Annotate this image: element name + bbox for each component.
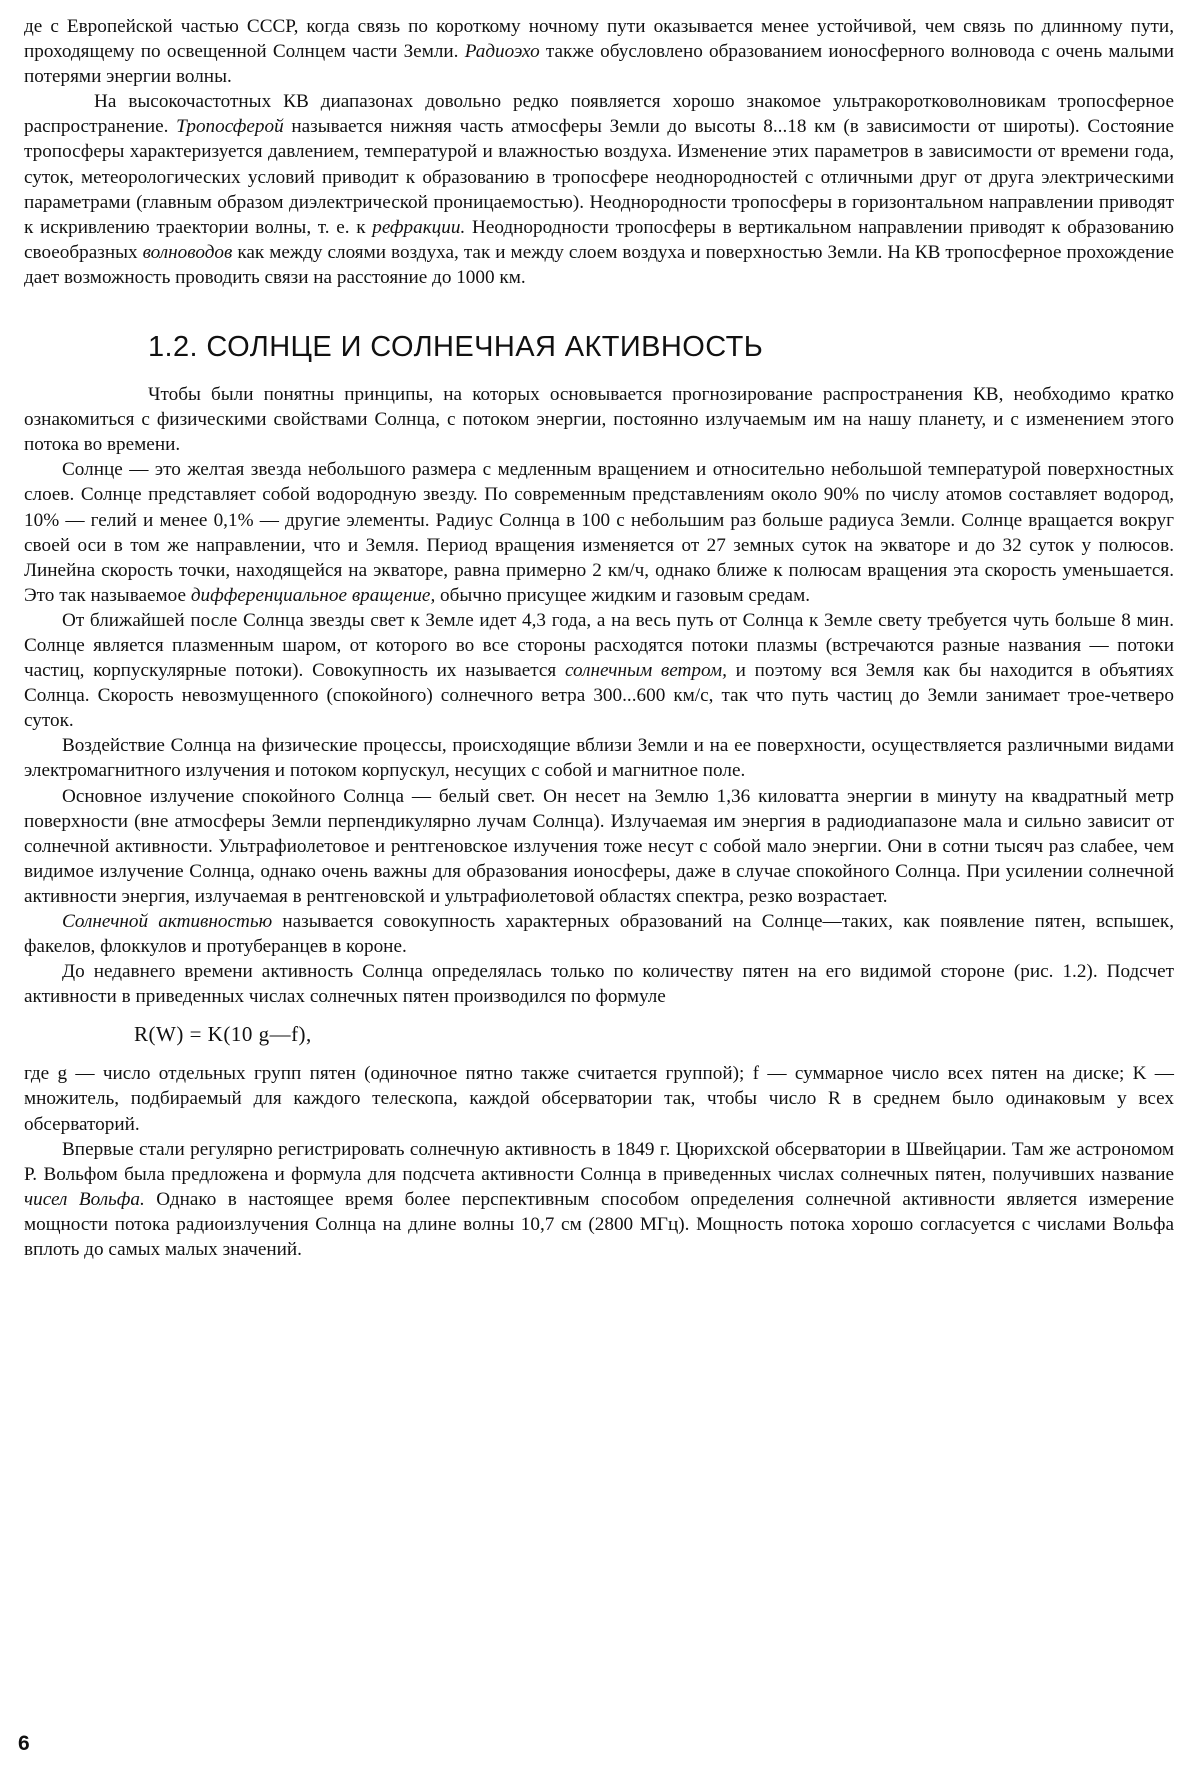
paragraph-troposphere: На высокочастотных КВ диапазонах довольно редко появляется хорошо знакомое ультракоротковолновикам тропосферное распространение. Тропосферой называется нижняя часть атмосферы Земли до высоты 8...18 км (в зависимости от широты). Состояние тропосферы характеризуется давлением, температурой и влажностью воздуха. Изменение этих параметров в зависимости от времени года, суток, метеорологических условий приводит к образованию в тропосфере неоднородностей с отличными друг от друга электрическими параметрами (главным образом диэлектрической проницаемостью). Неоднородности тропосферы в горизонтальном направлении приводят к искривлению траектории волны, т. е. к рефракции. Неоднородности тропосферы в вертикальном направлении приводят к образованию своеобразных волноводов как между слоями воздуха, так и между слоем воздуха и поверхностью Земли. На КВ тропосферное прохождение дает возможность проводить связи на расстояние до 1000 км. [24, 91, 1175, 288]
paragraph-solar-activity: Солнечной активностью называется совокупность характерных образований на Солнце—таких, как появление пятен, вспышек, факелов, флоккулов и протуберанцев в короне. [24, 911, 1174, 958]
section-title: 1.2. СОЛНЦЕ И СОЛНЕЧНАЯ АКТИВНОСТЬ [148, 331, 764, 364]
paragraph-continuation: де с Европейской частью СССР, когда связь по короткому ночному пути оказывается менее устойчивой, чем связь по длинному пути, проходящему по освещенной Солнцем части Земли. Радиоэхо также обусловлено образованием ионосферного волновода с очень малыми потерями энергии волны. [24, 16, 1174, 88]
term-troposphere: Тропосферой [176, 116, 284, 138]
paragraph-radiation: Основное излучение спокойного Солнца — белый свет. Он несет на Землю 1,36 киловатта энергии в минуту на квадратный метр поверхности (вне атмосферы Земли перпендикулярно лучам Солнца). Излучаемая им энергия в радиодиапазоне мала и сильно зависит от солнечной активности. Ультрафиолетовое и рентгеновское излучения тоже несут с собой мало энергии. Они в сотни тысяч раз слабее, чем видимое излучение Солнца, однако очень важны для образования ионосферы, даже в случае спокойного Солнца. При усилении солнечной активности энергия, излучаемая в рентгеновской и ультрафиолетовой областях спектра, резко возрастает. [24, 785, 1174, 907]
section-gap [24, 290, 1174, 330]
term-wolf-numbers: чисел Вольфа. [24, 1188, 145, 1210]
formula-wolf-number: R(W) = K(10 g—f), [134, 1022, 312, 1047]
term-radioecho: Радиоэхо [464, 41, 540, 63]
term-refraction: рефракции. [372, 216, 466, 238]
paragraph-formula-legend: где g — число отдельных групп пятен (одиночное пятно также считается группой); f — суммарное число всех пятен на диске; K — множитель, подбираемый для каждого телескопа, каждой обсерватории так, чтобы число R в среднем было одинаковым у всех обсерваторий. [24, 1063, 1174, 1135]
paragraph-solar-wind: От ближайшей после Солнца звезды свет к Земле идет 4,3 года, а на весь путь от Солнца к Земле свету требуется чуть больше 8 мин. Солнце является плазменным шаром, от которого во все стороны расходятся потоки плазмы (встречаются разные названия — потоки частиц, корпускулярные потоки). Совокупность их называется солнечным ветром, и поэтому вся Земля как бы находится в объятиях Солнца. Скорость невозмущенного (спокойного) солнечного ветра 300...600 км/с, так что путь частиц до Земли занимает трое-четверо суток. [24, 609, 1174, 732]
page-number: 6 [18, 1732, 30, 1755]
paragraph-sunspots: До недавнего времени активность Солнца определялась только по количеству пятен на его видимой стороне (рис. 1.2). Подсчет активности в приведенных числах солнечных пятен производился по формуле [24, 961, 1174, 1008]
term-solar-activity: Солнечной активностью [62, 911, 273, 932]
term-waveguides: волноводов [142, 241, 233, 263]
paragraph-sun-description: Солнце — это желтая звезда небольшого размера с медленным вращением и относительно небольшой температурой поверхностных слоев. Солнце представляет собой водородную звезду. По современным представлениям около 90% по числу атомов составляет водород, 10% — гелий и менее 0,1% — другие элементы. Радиус Солнца в 100 с небольшим раз больше радиуса Земли. Солнце вращается вокруг своей оси в том же направлении, что и Земля. Период вращения изменяется от 27 земных суток на экваторе и до 32 суток у полюсов. Линейна скорость точки, находящейся на экваторе, равна примерно 2 км/ч, однако ближе к полюсам вращения эта скорость уменьшается. Это так называемое дифференциальное вращение, обычно присущее жидким и газовым средам. [24, 459, 1174, 606]
term-differential-rotation: дифференциальное вращение, [190, 584, 436, 606]
paragraph-wolf-numbers: Впервые стали регулярно регистрировать солнечную активность в 1849 г. Цюрихской обсерватории в Швейцарии. Там же астрономом Р. Вольфом была предложена и формула для подсчета активности Солнца в приведенных числах солнечных пятен, получивших название чисел Вольфа. Однако в настоящее время более перспективным способом определения солнечной активности является измерение мощности потока радиоизлучения Солнца на длине волны 10,7 см (2800 МГц). Мощность потока хорошо согласуется с числами Вольфа вплоть до самых малых значений. [24, 1138, 1174, 1261]
paragraph-sun-influence: Воздействие Солнца на физические процессы, происходящие вблизи Земли и на ее поверхности, осуществляется различными видами электромагнитного излучения и потоком корпускул, несущих с собой и магнитное поле. [24, 735, 1174, 782]
term-solar-wind: солнечным ветром, [564, 660, 727, 682]
paragraph-intro: Чтобы были понятны принципы, на которых основывается прогнозирование распространения КВ, необходимо кратко ознакомиться с физическими свойствами Солнца, с потоком энергии, постоянно излучаемым им на нашу планету, и с изменением этого потока во времени. [24, 384, 1174, 456]
